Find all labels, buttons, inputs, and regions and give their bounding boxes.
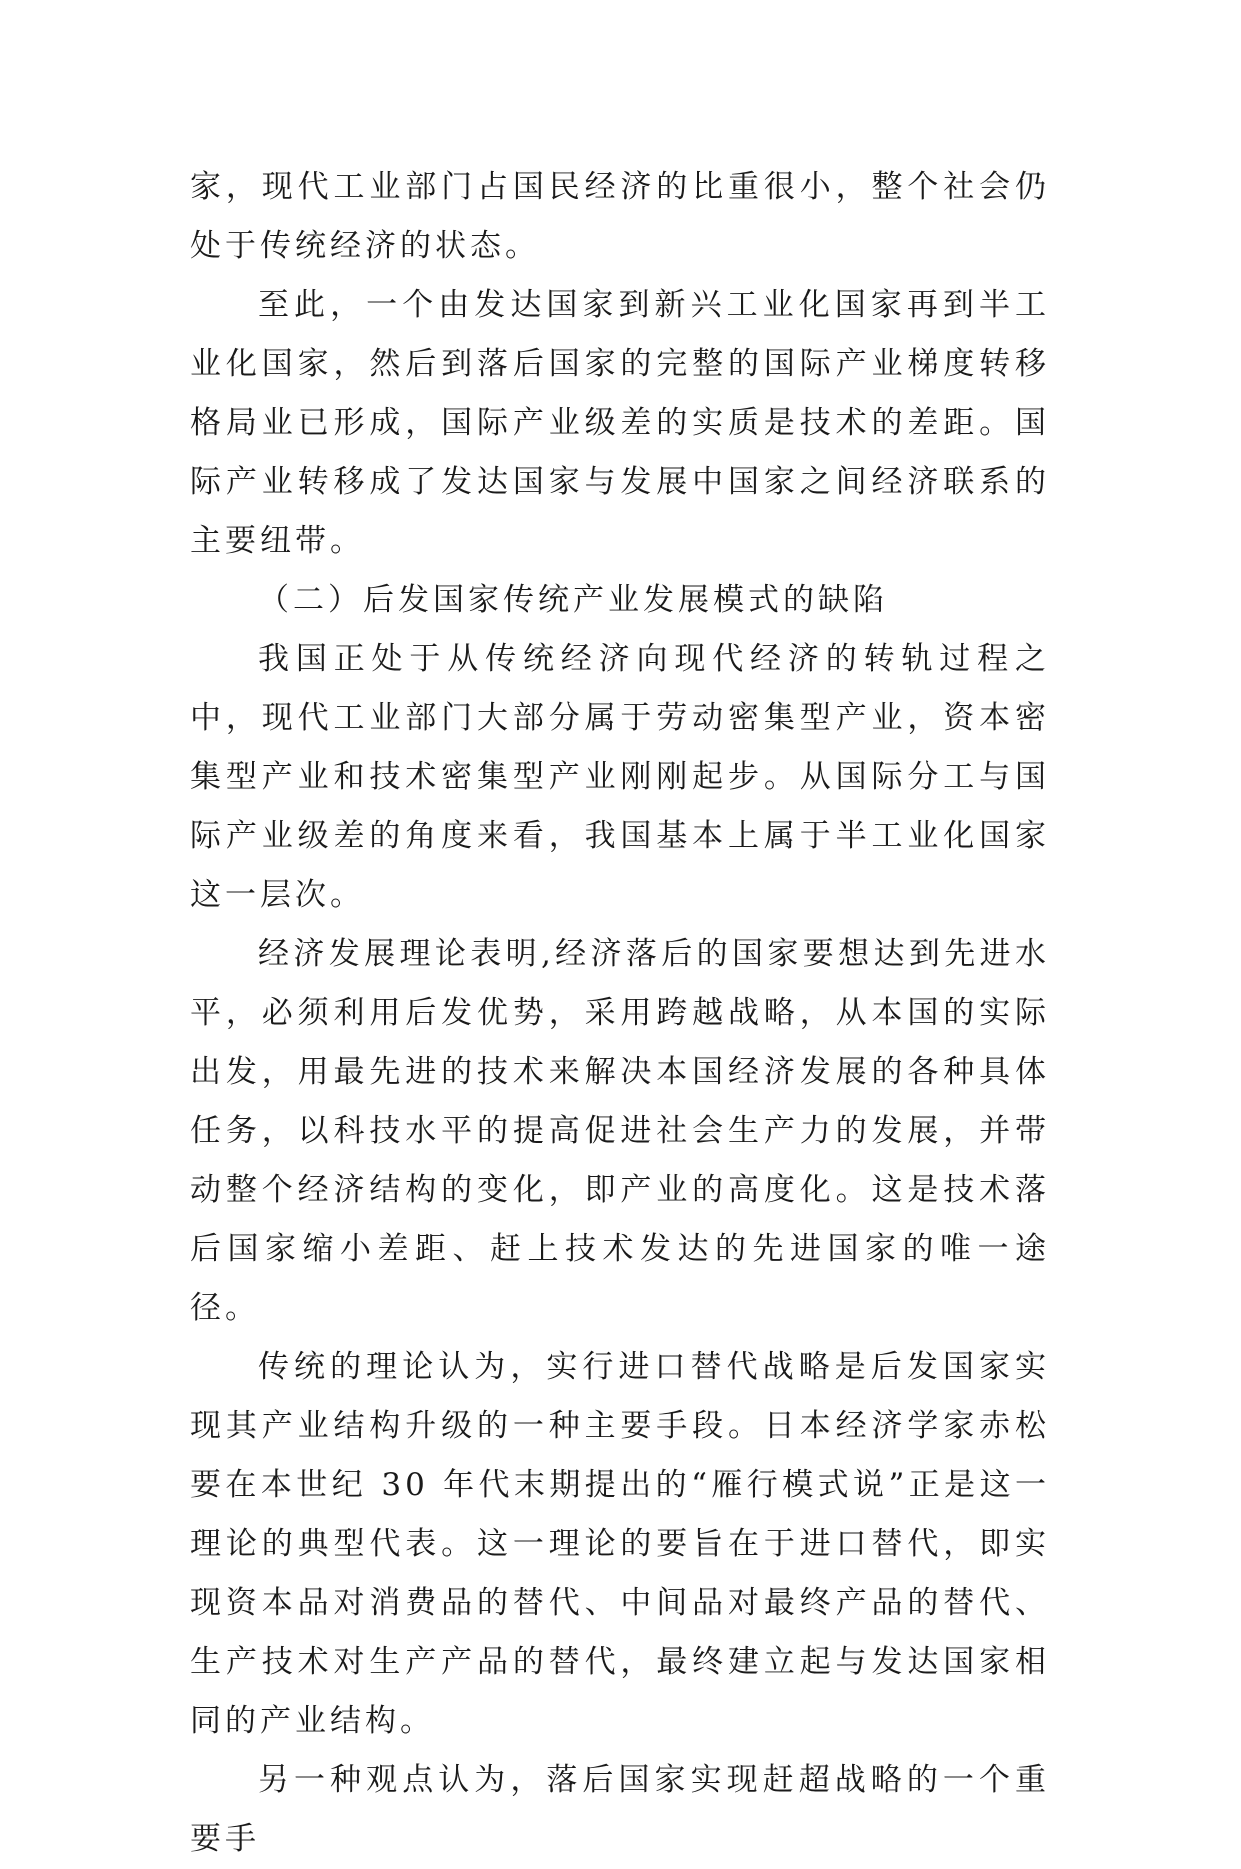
paragraph-continuation: 家，现代工业部门占国民经济的比重很小，整个社会仍处于传统经济的状态。 (190, 169, 1050, 264)
paragraph-transfer-pattern: 至此，一个由发达国家到新兴工业化国家再到半工业化国家，然后到落后国家的完整的国际产业梯度转移格局业已形成，国际产业级差的实质是技术的差距。国际产业转移成了发达国家与发展中国家之间经济联系的主要纽带。 (190, 287, 1050, 559)
paragraph-alternative-view: 另一种观点认为，落后国家实现赶超战略的一个重要手 (190, 1762, 1050, 1857)
paragraph-import-substitution: 传统的理论认为，实行进口替代战略是后发国家实现其产业结构升级的一种主要手段。日本经济学家赤松要在本世纪 30 年代末期提出的“雁行模式说”正是这一理论的典型代表。这一理论的要旨在于进口替代，即实现资本品对消费品的替代、中间品对最终产品的替代、生产技术对生产产品的替代，最终建立起与发达国家相同的产业结构。 (190, 1349, 1050, 1739)
paragraph-development-theory: 经济发展理论表明,经济落后的国家要想达到先进水平，必须利用后发优势，采用跨越战略，从本国的实际出发，用最先进的技术来解决本国经济发展的各种具体任务，以科技水平的提高促进社会生产力的发展，并带动整个经济结构的变化，即产业的高度化。这是技术落后国家缩小差距、赶上技术发达的先进国家的唯一途径。 (190, 936, 1050, 1326)
paragraph-china-transition: 我国正处于从传统经济向现代经济的转轨过程之中，现代工业部门大部分属于劳动密集型产业，资本密集型产业和技术密集型产业刚刚起步。从国际分工与国际产业级差的角度来看，我国基本上属于半工业化国家这一层次。 (190, 641, 1050, 913)
section-heading: （二）后发国家传统产业发展模式的缺陷 (258, 582, 888, 618)
body-text (190, 158, 1050, 1869)
